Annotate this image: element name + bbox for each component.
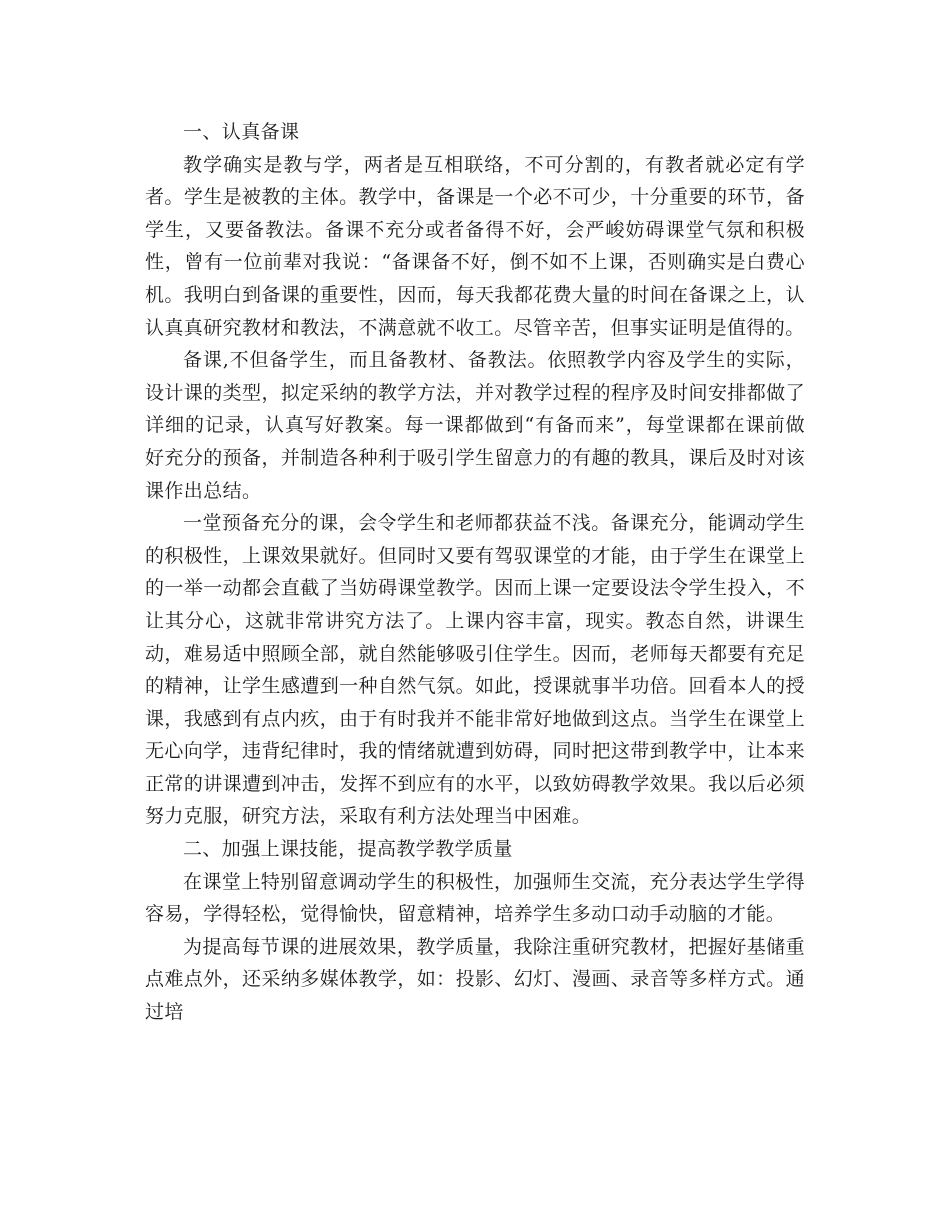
paragraph-1: 教学确实是教与学，两者是互相联络，不可分割的，有教者就必定有学者。学生是被教的主体。教学中，备课是一个必不可少，十分重要的环节，备学生，又要备教法。备课不充分或者备得不好，会严峻妨碍课堂气氛和积极性，曾有一位前辈对我说：“备课备不好，倒不如不上课，否则确实是白费心机。我明白到备课的重要性，因而，每天我都花费大量的时间在备课之上，认认真真研究教材和教法，不满意就不收工。尽管辛苦，但事实证明是值得的。 [145, 153, 805, 339]
paragraph-2: 备课,不但备学生，而且备教材、备教法。依照教学内容及学生的实际，设计课的类型，拟定采纳的教学方法，并对教学过程的程序及时间安排都做了详细的记录，认真写好教案。每一课都做到“有备而来”，每堂课都在课前做好充分的预备，并制造各种利于吸引学生留意力的有趣的教具，课后及时对该课作出总结。 [145, 349, 805, 502]
paragraph-4: 在课堂上特别留意调动学生的积极性，加强师生交流，充分表达学生学得容易，学得轻松，觉得愉快，留意精神，培养学生多动口动手动脑的才能。 [145, 870, 805, 926]
section-heading-1: 一、认真备课 [183, 121, 300, 143]
paragraph-3: 一堂预备充分的课，会令学生和老师都获益不浅。备课充分，能调动学生的积极性，上课效果就好。但同时又要有驾驭课堂的才能，由于学生在课堂上的一举一动都会直截了当妨碍课堂教学。因而上课一定要设法令学生投入，不让其分心，这就非常讲究方法了。上课内容丰富，现实。教态自然，讲课生动，难易适中照顾全部，就自然能够吸引住学生。因而，老师每天都要有充足的精神，让学生感遭到一种自然气氛。如此，授课就事半功倍。回看本人的授课，我感到有点内疚，由于有时我并不能非常好地做到这点。当学生在课堂上无心向学，违背纪律时，我的情绪就遭到妨碍，同时把这带到教学中，让本来正常的讲课遭到冲击，发挥不到应有的水平，以致妨碍教学效果。我以后必须努力克服，研究方法，采取有利方法处理当中困难。 [145, 512, 805, 828]
section-heading-2: 二、加强上课技能，提高教学教学质量 [183, 838, 513, 861]
paragraph-5: 为提高每节课的进展效果，教学质量，我除注重研究教材，把握好基储重点难点外，还采纳多媒体教学，如：投影、幻灯、漫画、录音等多样方式。通过培 [145, 935, 805, 1024]
document-body [145, 116, 805, 1029]
